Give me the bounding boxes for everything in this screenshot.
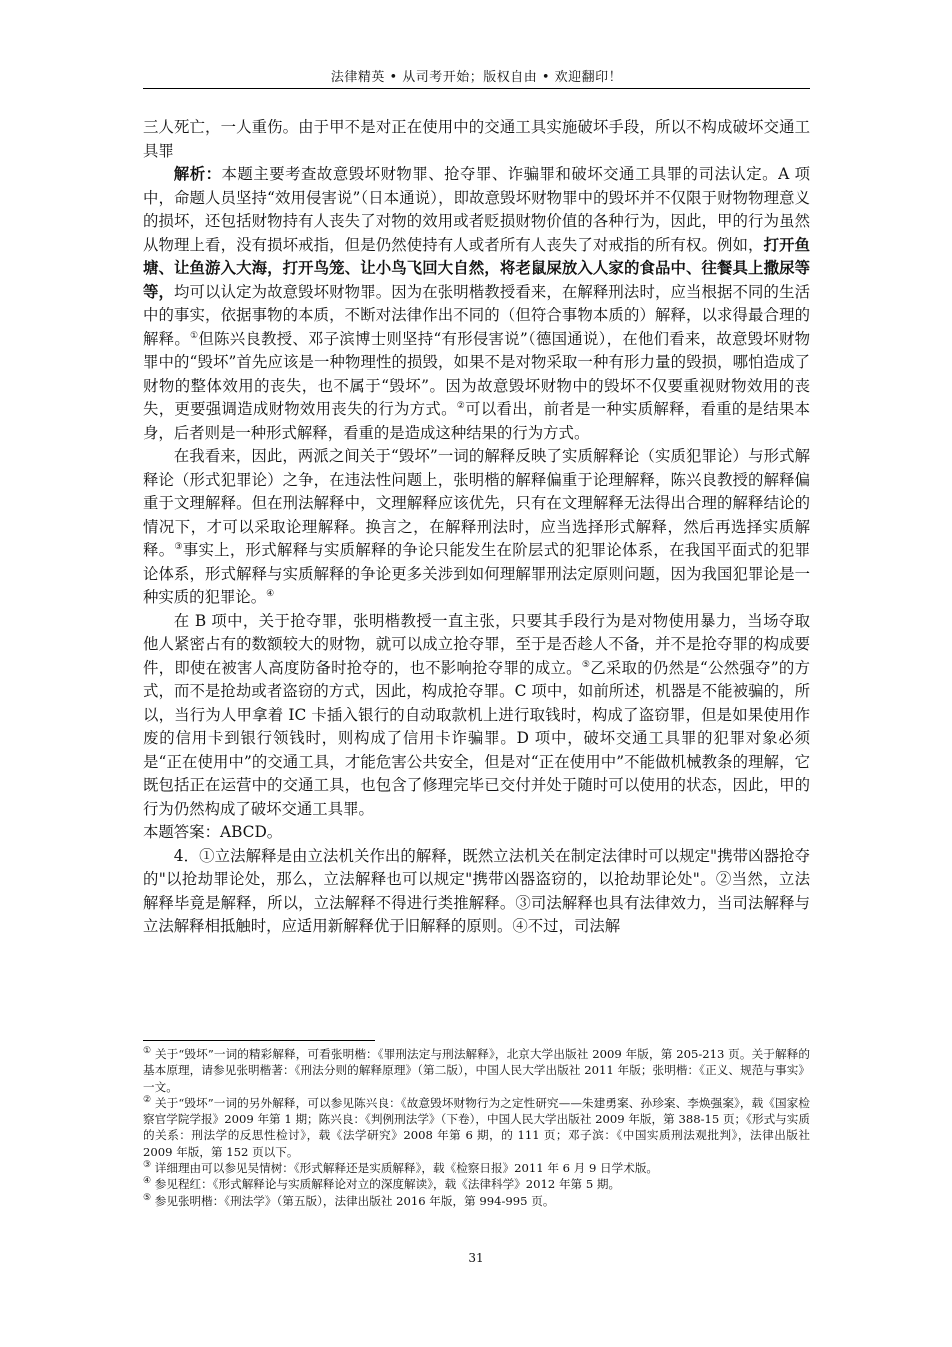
- footnote-4: [143, 1176, 810, 1192]
- analysis-label: 解析：: [173, 165, 222, 183]
- paragraph-2: [143, 163, 810, 445]
- footnote-1-mark: ①: [143, 1046, 152, 1057]
- main-text: [143, 116, 810, 939]
- paragraph-3-text-a: 在我看来，因此，两派之间关于“毁坏”一词的解释反映了实质解释论（实质犯罪论）与形式解释论（形式犯罪论）之争，在违法性问题上，张明楷的解释偏重于论理解释，陈兴良教授的解释偏重于文理解释。但在刑法解释中，文理解释应该优先，只有在文理解释无法得出合理的解释结论的情况下，才可以采取论理解释。换言之，在解释刑法时，应当选择形式解释，然后再选择实质解释。: [143, 447, 810, 559]
- paragraph-4: [143, 610, 810, 822]
- paragraph-2-text-b: 均可以认定为故意毁坏财物罪。因为在张明楷教授看来，在解释刑法时，应当根据不同的生活中的事实，依据事物的本质，不断对法律作出不同的（但符合事物本质的）解释，以求得最合理的解释。: [143, 282, 810, 348]
- footnote-ref-1: ①: [190, 330, 199, 341]
- footnote-3-text: 详细理由可以参见吴情树：《形式解释还是实质解释》，载《检察日报》2011 年 6 月 9 日学术版。: [151, 1161, 659, 1176]
- paragraph-2-bold-examples: 打开鱼塘、让鱼游入大海，打开鸟笼、让小鸟飞回大自然，将老鼠屎放入人家的食品中、往餐具上撒尿等等，: [143, 235, 810, 301]
- footnote-3: [143, 1160, 810, 1176]
- footnote-ref-2: ②: [456, 400, 466, 411]
- paragraph-4-text-a: 在 B 项中，关于抢夺罪，张明楷教授一直主张，只要其手段行为是对物使用暴力，当场夺取他人紧密占有的数额较大的财物，就可以成立抢夺罪，至于是否趁人不备，并不是抢夺罪的构成要件，即使在被害人高度防备时抢夺的，也不影响抢夺罪的成立。: [143, 611, 810, 677]
- footnote-rule: [143, 1040, 375, 1041]
- footnote-2-text: 关于“毁坏”一词的另外解释，可以参见陈兴良：《故意毁坏财物行为之定性研究——朱建勇案、孙珍案、李焕强案》，载《国家检察官学院学报》2009 年第 1 期；陈兴良：《判例刑法学》（下卷），中国人民大学出版社 2009 年版，第 388-15 页；《形式与实质的关系：刑法学的反思性检讨》，载《法学研究》2008 年第 6 期，的 111 页；邓子滨：《中国实质刑法观批判》，法律出版社 2009 年版，第 152 页以下。: [143, 1095, 810, 1159]
- footnote-1-text: 关于“毁坏”一词的精彩解释，可看张明楷：《罪刑法定与刑法解释》，北京大学出版社 2009 年版，第 205-213 页。关于解释的基本原理，请参见张明楷著：《刑法分则的解释原理》（第二版），中国人民大学出版社 2011 年版；张明楷：《正义、规范与事实》一文。: [143, 1047, 810, 1094]
- paragraph-2-text-c: 但陈兴良教授、邓子滨博士则坚持“有形侵害说”（德国通说），在他们看来，故意毁坏财物罪中的“毁坏”首先应该是一种物理性的损毁，如果不是对物采取一种有形力量的毁损，哪怕造成了财物的整体效用的丧失，也不属于“毁坏”。因为故意毁坏财物中的毁坏不仅要重视财物效用的丧失，更要强调造成财物效用丧失的行为方式。: [143, 329, 810, 418]
- footnote-1: [143, 1046, 810, 1095]
- paragraph-question-4: 4．①立法解释是由立法机关作出的解释，既然立法机关在制定法律时可以规定"携带凶器抢夺的"以抢劫罪论处，那么，立法解释也可以规定"携带凶器盗窃的，以抢劫罪论处"。②当然，立法解释毕竟是解释，所以，立法解释不得进行类推解释。③司法解释也具有法律效力，当司法解释与立法解释相抵触时，应适用新解释优于旧解释的原则。④不过，司法解: [143, 846, 810, 935]
- footnote-5: [143, 1193, 810, 1209]
- running-header: 法律精英 • 从司考开始；版权自由 • 欢迎翻印！: [330, 70, 623, 85]
- footnote-5-text: 参见张明楷：《刑法学》（第五版），法律出版社 2016 年版，第 994-995 页。: [151, 1193, 555, 1208]
- answer-line: 本题答案：ABCD。: [143, 823, 283, 841]
- footnote-4-mark: ④: [143, 1176, 152, 1187]
- footnote-2: [143, 1095, 810, 1160]
- paragraph-1: 三人死亡，一人重伤。由于甲不是对正在使用中的交通工具实施破坏手段，所以不构成破坏交通工具罪: [143, 118, 810, 160]
- paragraph-4-text-b: 乙采取的仍然是“公然强夺”的方式，而不是抢劫或者盗窃的方式，因此，构成抢夺罪。C 项中，如前所述，机器是不能被骗的，所以，当行为人甲拿着 IC 卡插入银行的自动取款机上进行取钱时，构成了盗窃罪，但是如果使用作废的信用卡到银行领钱时，则构成了信用卡诈骗罪。D 项中，破坏交通工具罪的犯罪对象必须是“正在使用中”的交通工具，才能危害公共安全，但是对“正在使用中”不能做机械教条的理解，它既包括正在运营中的交通工具，也包含了修理完毕已交付并处于随时可以使用的状态，因此，甲的行为仍然构成了破坏交通工具罪。: [143, 658, 811, 818]
- footnote-ref-3: ③: [174, 541, 183, 552]
- footnote-5-mark: ⑤: [143, 1192, 152, 1203]
- paragraph-3: [143, 445, 810, 610]
- header-rule: [143, 88, 810, 89]
- paragraph-2-text-a: 本题主要考查故意毁坏财物罪、抢夺罪、诈骗罪和破坏交通工具罪的司法认定。A 项中，命题人员坚持“效用侵害说”（日本通说），即故意毁坏财物罪中的毁坏并不仅限于财物物理意义的损坏，还包括财物持有人丧失了对物的效用或者贬损财物价值的各种行为，因此，甲的行为虽然从物理上看，没有损坏戒指，但是仍然使持有人或者所有人丧失了对戒指的所有权。例如，: [143, 165, 810, 254]
- footnote-ref-4: ④: [266, 588, 275, 599]
- footnote-ref-5: ⑤: [581, 659, 591, 670]
- footnote-3-mark: ③: [143, 1160, 152, 1171]
- paragraph-2-text-d: 可以看出，前者是一种实质解释，看重的是结果本身，后者则是一种形式解释，看重的是造成这种结果的行为方式。: [143, 400, 810, 442]
- footnote-4-text: 参见程红：《形式解释论与实质解释论对立的深度解读》，载《法律科学》2012 年第 5 期。: [151, 1177, 621, 1192]
- footnotes: [143, 1046, 810, 1209]
- footnote-2-mark: ②: [143, 1095, 152, 1106]
- paragraph-3-text-b: 事实上，形式解释与实质解释的争论只能发生在阶层式的犯罪论体系，在我国平面式的犯罪论体系，形式解释与实质解释的争论更多关涉到如何理解罪刑法定原则问题，因为我国犯罪论是一种实质的犯罪论。: [143, 541, 810, 606]
- page-number: 31: [468, 1251, 484, 1265]
